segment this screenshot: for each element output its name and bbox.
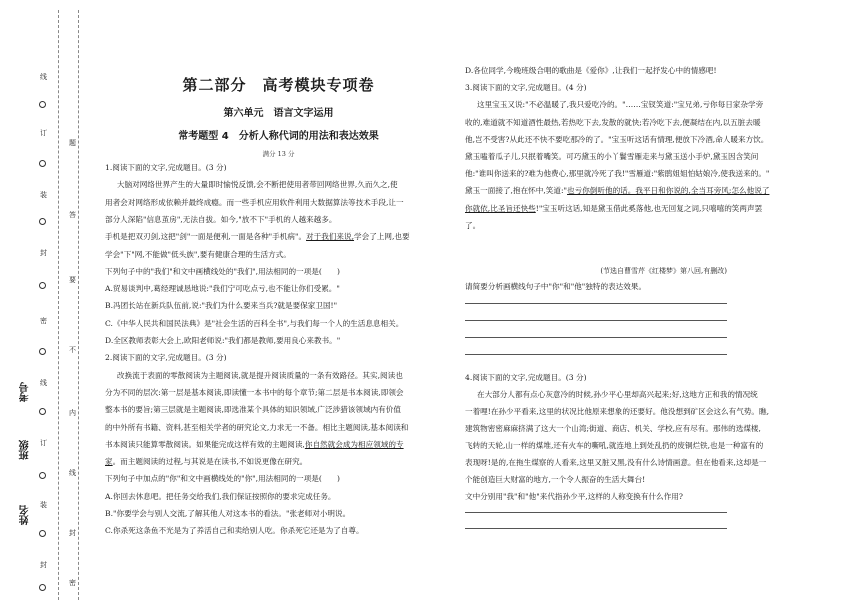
text-line: C.你杀死这条鱼不光是为了养活自己和卖给别人吃。你杀死它还是为了自尊。 — [105, 526, 364, 536]
text-line: 建筑物密密麻麻挤满了这大一个山湾;街道、商店、机关、学校,应有尽有。那伟的选煤楼, — [465, 424, 761, 433]
underlined-text: 家 — [105, 457, 113, 467]
margin-text: 封 — [40, 561, 47, 569]
binding-margin — [0, 0, 100, 608]
binding-hole — [39, 348, 46, 355]
text-line: 你就依,比圣旨还快些!"宝玉听这话,知是黛玉借此奚落他,也无回复之词,只嘻嘻的笑两声罢 — [465, 203, 763, 213]
answer-line[interactable] — [465, 354, 727, 355]
page-title: 第二部分 高考模块专项卷 — [182, 76, 375, 94]
margin-text: 订 — [40, 129, 47, 137]
binding-hole — [39, 101, 46, 108]
text-line: A.你回去休息吧。把任务交给我们,我们保证按照你的要求完成任务。 — [105, 491, 336, 501]
name-label: 姓名 — [20, 505, 31, 525]
margin-text: 线 — [40, 379, 47, 387]
answer-line[interactable] — [465, 337, 727, 338]
text-line: 表现呀!是的,在拖生煤察的人看来,这里又脏又黑,没有什么诗情画意。但在他看来,这却是一 — [465, 458, 767, 467]
text-line: 3.阅读下面的文字,完成题目。(4 分) — [465, 83, 587, 93]
binding-hole — [39, 584, 46, 591]
text-line: 学会"下"网,不能做"低头族",要有健康合理的生活方式。 — [105, 249, 291, 259]
binding-hole — [39, 530, 46, 537]
text-line: 了。 — [465, 220, 481, 230]
answer-line[interactable] — [465, 303, 727, 304]
binding-hole — [39, 282, 46, 289]
text-line: 用者会对网络形成依赖并最终成瘾。而一些手机应用软件利用大数据算法等技术手段,让一 — [105, 197, 404, 207]
answer-line[interactable] — [465, 528, 727, 529]
class-label: 班级 — [20, 440, 31, 460]
source-citation: (节选自曹雪芹《红楼梦》第八回,有删改) — [600, 267, 727, 275]
text-line: A.贸易谈判中,葛经理诚恳地说:"我们宁可吃点亏,也不能让你们受累。" — [105, 284, 340, 294]
text-line: B."你要学会与别人交流,了解其他人对这本书的看法。"张老师对小明说。 — [105, 509, 351, 518]
q3-prompt: 请简要分析画横线句子中"你"和"他"独特的表达效果。 — [465, 282, 647, 291]
binding-hole — [39, 160, 46, 167]
margin-text: 内 — [69, 409, 76, 417]
cut-line — [78, 10, 79, 600]
underlined-text: 你自然就会成为相应领域的专 — [304, 439, 404, 449]
text-line: 他:"谁叫你送来的?难为他费心,那里就冷死了我!"雪雁道:"紫鹃姐姐怕姑娘冷,使我送来的。" — [465, 169, 770, 179]
text-line: 手机是把双刃剑,这把"剑"一面是便利,一面是各种"手机病"。对于我们来说,学会了上网,也要 — [105, 232, 410, 242]
binding-hole — [39, 408, 46, 415]
q4-prompt: 文中分别用"我"和"他"来代指孙少平,这样的人称变换有什么作用? — [465, 492, 683, 501]
text-line: 分为不同的层次:第一层是基本阅读,即读懂一本书中的每个章节;第二层是书本阅读,即领会 — [105, 387, 404, 397]
text-line: 2.阅读下面的文字,完成题目。(3 分) — [105, 353, 227, 363]
underlined-text: 对于我们来说, — [306, 232, 355, 242]
margin-text: 装 — [40, 191, 47, 199]
text-line: 下列句子中的"我们"和文中画横线处的"我们",用法相同的一项是( ) — [105, 266, 340, 276]
exam-number-label: 考号 — [20, 382, 31, 402]
text-line: 部分人深陷"信息茧房",无法自拔。如今,"放不下"手机的人越来越多。 — [105, 214, 337, 224]
text-line: B.冯团长站在新兵队伍前,说:"我们为什么要来当兵?就是要保家卫国!" — [105, 301, 338, 311]
unit-heading: 第六单元 语言文字运用 — [223, 108, 334, 119]
margin-text: 线 — [40, 73, 47, 81]
margin-text: 不 — [69, 346, 76, 354]
margin-text: 题 — [69, 139, 76, 147]
text-line: 黛玉嗑着瓜子儿,只抿着嘴笑。可巧黛玉的小丫鬟雪雁走来与黛玉送小手炉,黛玉因含笑问 — [465, 152, 759, 161]
margin-text: 封 — [69, 529, 76, 537]
answer-line[interactable] — [465, 320, 727, 321]
text-line: 4.阅读下面的文字,完成题目。(3 分) — [465, 373, 587, 382]
margin-text: 密 — [69, 579, 76, 587]
cut-line — [58, 10, 59, 600]
text-line: 改换流于表面的零散阅读为主题阅读,就是提升阅读质量的一条有效路径。其实,阅读也 — [117, 370, 403, 380]
text-line: 在大部分人都有点心灰意冷的时候,孙少平心里却高兴起来;好,这地方正和我的情况统 — [477, 390, 758, 399]
text-line: 这里宝玉又说:"不必温暖了,我只爱吃冷的。"……宝钗笑道:"宝兄弟,亏你每日家杂学旁 — [477, 100, 764, 110]
binding-hole — [39, 218, 46, 225]
text-line: 家。而主题阅读的过程,与其说是在读书,不如说更像在研究。 — [105, 457, 308, 467]
underlined-text: 也亏你倒听他的话。我平日和你说的,全当耳旁风;怎么他说了 — [567, 186, 770, 196]
text-line: 书本阅读只能算零散阅读。如果能完成这样有效的主题阅读,你自然就会成为相应领域的专 — [105, 439, 404, 449]
margin-text: 线 — [69, 469, 76, 477]
text-line: 收的,难道就不知道酒性最热,若热吃下去,发散的就快;若冷吃下去,便凝结在内,以五脏去暖 — [465, 117, 761, 127]
text-line: 的中外所有书籍、资料,甚至相关学者的研究论文,力求无一不备。相比主题阅读,基本阅读和 — [105, 422, 409, 432]
binding-hole — [39, 472, 46, 479]
text-line: 整本书的要旨;第三层就是主题阅读,即选准某个具体的知识领域,广泛涉猎该领域内有价值 — [105, 405, 401, 415]
margin-text: 密 — [40, 317, 47, 325]
text-line: 下列句子中加点的"你"和文中画横线处的"你",用法相同的一项是( ) — [105, 474, 340, 484]
answer-line[interactable] — [465, 512, 727, 513]
text-line: 飞转的天轮,山一样的煤堆,还有火车的嘶吼,就连地上到处乱扔的废铜烂铁,也是一种富有的 — [465, 441, 764, 450]
margin-text: 封 — [40, 249, 47, 257]
text-line: D.全区教师表彰大会上,欧阳老师说:"我们都是教师,要用良心来教书。" — [105, 336, 341, 345]
text-line: 大脑对网络世界产生的大量即时愉悦反馈,会不断把使用者带回网络世界,久而久之,使 — [117, 180, 398, 190]
margin-text: 装 — [40, 501, 47, 509]
question-type-heading: 常考题型 4 分析人称代词的用法和表达效果 — [178, 131, 379, 142]
text-line: C.《中华人民共和国民法典》是"社会生活的百科全书",与我们每一个人的生活息息相关。 — [105, 318, 404, 328]
margin-text: 要 — [69, 276, 76, 284]
text-line: D.各位同学,今晚班级合唱的歌曲是《爱你》,让我们一起抒发心中的情感吧! — [465, 66, 717, 75]
margin-text: 订 — [40, 439, 47, 447]
margin-text: 答 — [69, 211, 76, 219]
underlined-text: 你就依,比圣旨还快些 — [465, 203, 536, 213]
text-line: 他,岂不受害?从此还不快不要吃那冷的了。"宝玉听这话有情理,便放下冷酒,命人暖来方饮。 — [465, 134, 769, 144]
total-score: 满分 13 分 — [262, 150, 295, 158]
text-line: 黛玉一面接了,抱在怀中,笑道:"也亏你倒听他的话。我平日和你说的,全当耳旁风;怎么他说了 — [465, 186, 770, 196]
text-line: 一着哩!在孙少平看来,这里的状况比他原来想象的还要好。他没想到矿区会这么有气势。瞧, — [465, 407, 770, 416]
text-line: 个能创造巨大财富的地方,一个令人振奋的生活大舞台! — [465, 475, 646, 484]
text-line: 1.阅读下面的文字,完成题目。(3 分) — [105, 163, 227, 172]
